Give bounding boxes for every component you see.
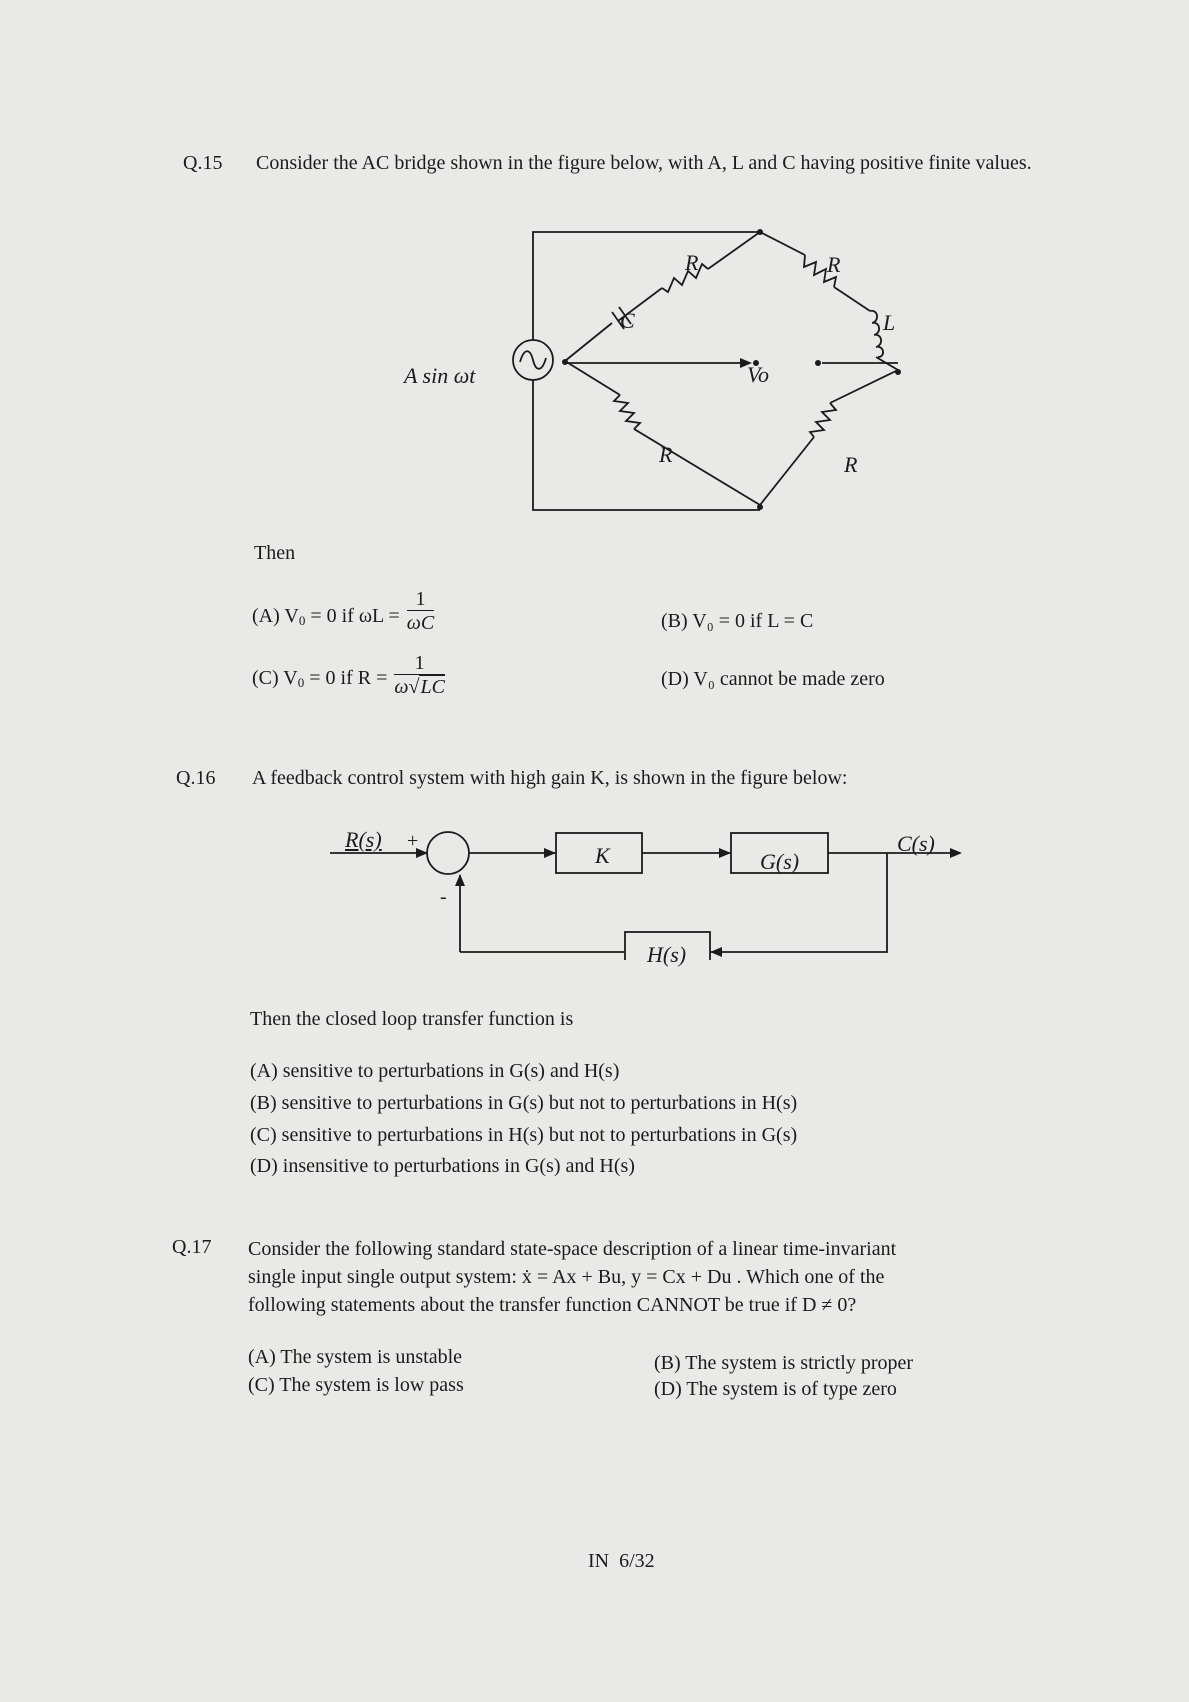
q17-option-b: (B) The system is strictly proper <box>654 1352 914 1374</box>
label-r-top-left: R <box>685 250 699 275</box>
inductor-coil <box>870 311 883 357</box>
resistor-bottom-left <box>614 395 640 429</box>
q15-option-b: (B) V₀ = 0 if L = C <box>661 610 814 632</box>
q15-stem: Consider the AC bridge shown in the figure below, with A, L and C having positive finite values. <box>256 152 1032 174</box>
label-inductor: L <box>883 310 896 335</box>
q17-number: Q.17 <box>172 1236 212 1258</box>
q17-stem-line-1: Consider the following standard state-space description of a linear time-invariant <box>248 1238 897 1260</box>
block-k-label: K <box>595 843 610 868</box>
q17-option-d: (D) The system is of type zero <box>654 1378 897 1400</box>
summing-junction <box>427 832 469 874</box>
q16-block-diagram <box>320 815 980 960</box>
q16-stem: A feedback control system with high gain K, is shown in the figure below: <box>252 767 848 789</box>
q15-option-a: (A) $V_0 = 0$ if ωL = $\frac{1}{\omega C}$ <box>252 588 435 634</box>
q16-option-d: (D) insensitive to perturbations in G(s) and H(s) <box>250 1155 635 1177</box>
label-r-bottom-right: R <box>844 452 858 477</box>
q15-number: Q.15 <box>183 152 223 174</box>
label-r-bottom-left: R <box>659 442 673 467</box>
q15-option-c: (C) $V_0 = 0$ if R = $\frac{1}{\omega√LC}$ <box>252 652 445 698</box>
block-output-label: C(s) <box>897 831 935 856</box>
wire-bottom <box>533 380 760 510</box>
q16-option-b: (B) sensitive to perturbations in G(s) but not to perturbations in H(s) <box>250 1092 798 1114</box>
q17-option-c: (C) The system is low pass <box>248 1374 464 1396</box>
q15-then: Then <box>254 542 296 564</box>
label-capacitor: C <box>620 308 635 333</box>
q16-option-a: (A) sensitive to perturbations in G(s) and H(s) <box>250 1060 620 1082</box>
label-r-top-right: R <box>827 252 841 277</box>
wire-top <box>533 232 760 340</box>
q17-stem-line-3: following statements about the transfer function CANNOT be true if D ≠ 0? <box>248 1294 857 1316</box>
label-output-voltage: Vo <box>747 362 769 387</box>
q15-option-d: (D) V₀ cannot be made zero <box>661 668 885 690</box>
q17-option-a: (A) The system is unstable <box>248 1346 463 1368</box>
page-number: IN 6/32 <box>588 1550 655 1572</box>
block-plus-sign: + <box>407 830 419 852</box>
q16-lead: Then the closed loop transfer function is <box>250 1008 574 1030</box>
block-g-label: G(s) <box>760 849 800 874</box>
block-minus-sign: - <box>440 886 447 908</box>
q17-stem-line-2: single input single output system: ẋ = Ax + Bu, y = Cx + Du . Which one of the <box>248 1266 885 1288</box>
block-input-label: R(s) <box>345 827 382 852</box>
resistor-bottom-right <box>810 403 836 437</box>
block-h-label: H(s) <box>647 942 687 967</box>
ac-source-label: A sin ωt <box>404 363 476 388</box>
q16-number: Q.16 <box>176 767 216 789</box>
q16-option-c: (C) sensitive to perturbations in H(s) but not to perturbations in G(s) <box>250 1124 798 1146</box>
